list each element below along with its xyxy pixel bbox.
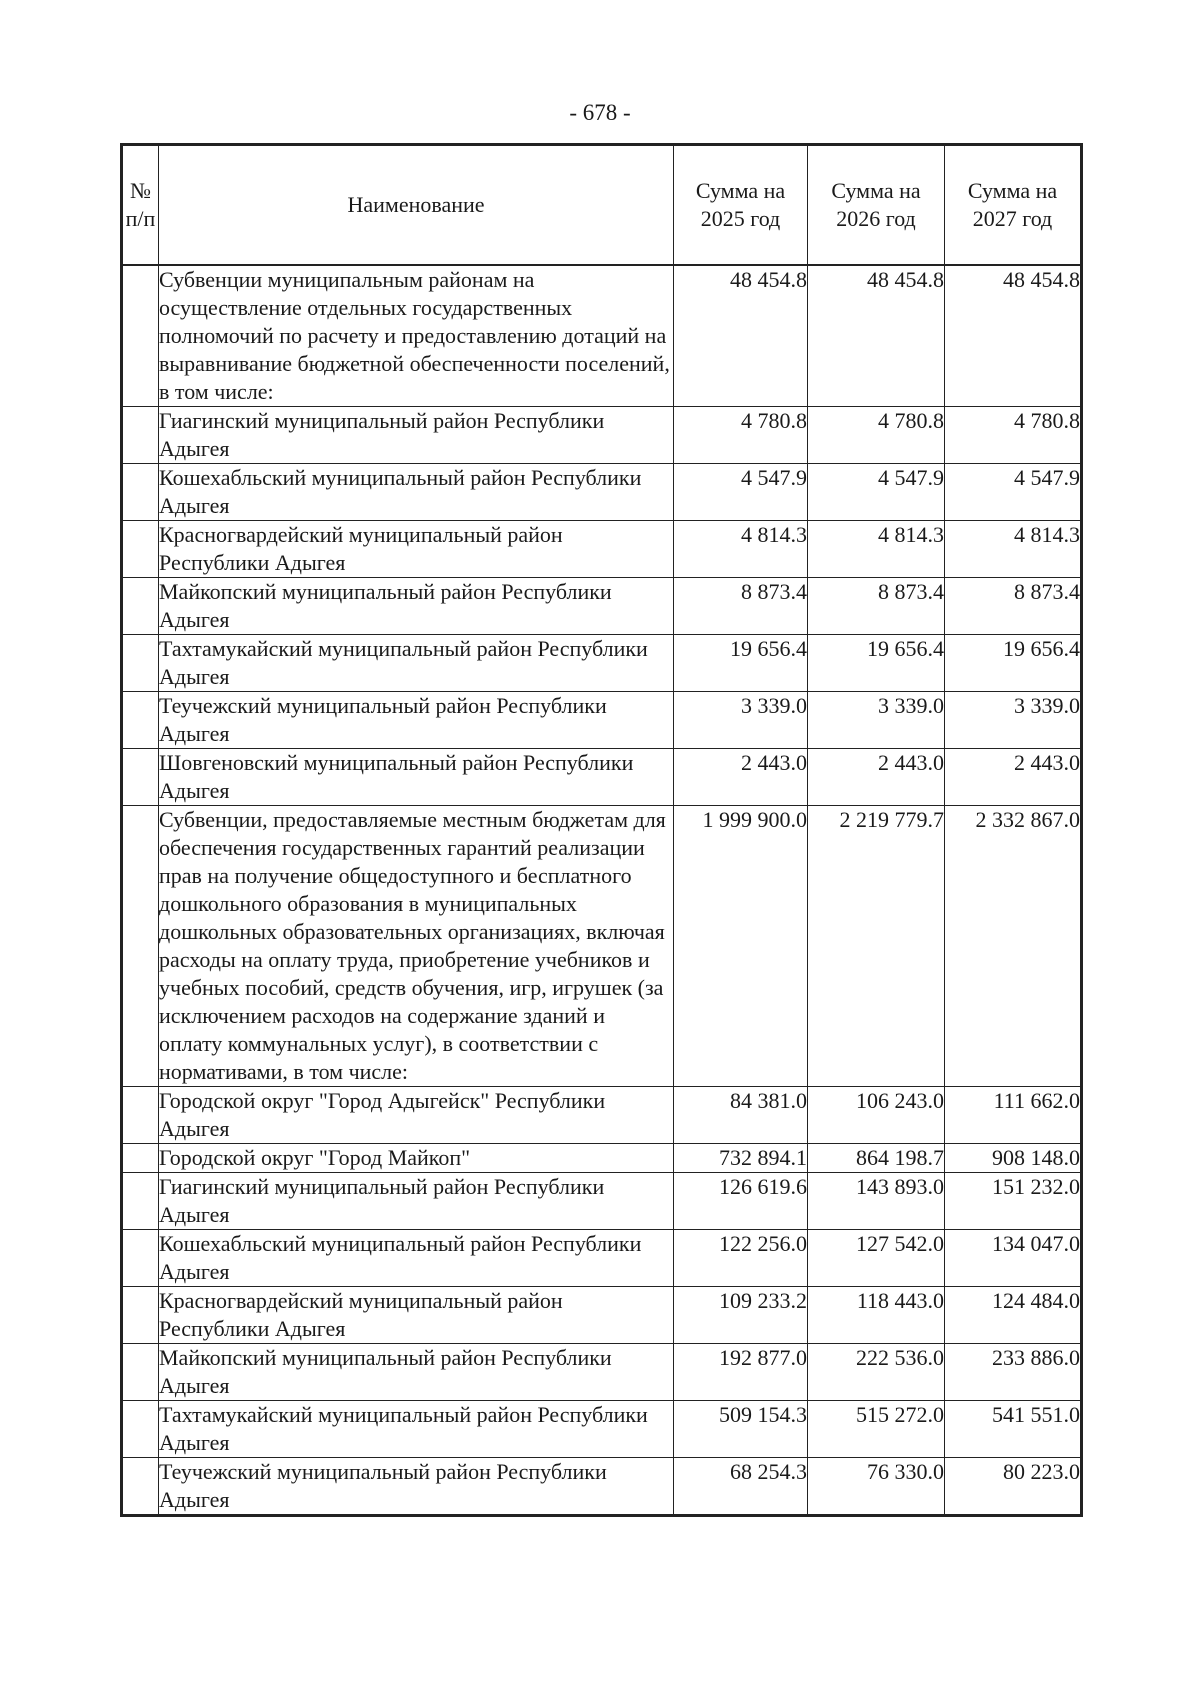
row-name-cell: Субвенции, предоставляемые местным бюджетам для обеспечения государственных гарантий реализации прав на получение общедоступного и бесплатного дошкольного образования в муниципальных дошкольных образовательных организациях, включая расходы на оплату труда, приобретение учебников и учебных пособий, средств обучения, игр, игрушек (за исключением расходов на содержание зданий и оплату коммунальных услуг), в соответствии с нормативами, в том числе: <box>159 806 674 1087</box>
header-2027-line2: 2027 год <box>972 206 1053 231</box>
table-row <box>122 1344 1082 1401</box>
amount-2027-cell: 19 656.4 <box>945 635 1082 692</box>
row-number-cell <box>122 521 159 578</box>
header-row <box>122 145 1082 266</box>
amount-2026-cell: 19 656.4 <box>808 635 945 692</box>
column-header-name: Наименование <box>159 145 674 266</box>
amount-2026-cell: 3 339.0 <box>808 692 945 749</box>
amount-2027-cell: 80 223.0 <box>945 1458 1082 1516</box>
amount-2025-cell: 126 619.6 <box>674 1173 808 1230</box>
row-number-cell <box>122 1344 159 1401</box>
row-name-cell: Майкопский муниципальный район Республики Адыгея <box>159 578 674 635</box>
amount-2027-cell: 111 662.0 <box>945 1087 1082 1144</box>
amount-2025-cell: 109 233.2 <box>674 1287 808 1344</box>
row-number-cell <box>122 265 159 407</box>
row-number-cell <box>122 1173 159 1230</box>
amount-2025-cell: 4 547.9 <box>674 464 808 521</box>
row-name-cell: Гиагинский муниципальный район Республики Адыгея <box>159 407 674 464</box>
amount-2025-cell: 48 454.8 <box>674 265 808 407</box>
row-number-cell <box>122 692 159 749</box>
amount-2025-cell: 19 656.4 <box>674 635 808 692</box>
budget-table <box>120 143 1083 1517</box>
table-row <box>122 635 1082 692</box>
amount-2026-cell: 76 330.0 <box>808 1458 945 1516</box>
amount-2027-cell: 4 547.9 <box>945 464 1082 521</box>
amount-2026-cell: 127 542.0 <box>808 1230 945 1287</box>
table-row <box>122 1401 1082 1458</box>
amount-2027-cell: 8 873.4 <box>945 578 1082 635</box>
column-header-2026 <box>808 145 945 266</box>
amount-2026-cell: 2 443.0 <box>808 749 945 806</box>
row-name-cell: Красногвардейский муниципальный район Республики Адыгея <box>159 521 674 578</box>
table-row <box>122 806 1082 1087</box>
row-name-cell: Шовгеновский муниципальный район Республики Адыгея <box>159 749 674 806</box>
table-header <box>122 145 1082 266</box>
row-number-cell <box>122 407 159 464</box>
row-name-cell: Городской округ "Город Майкоп" <box>159 1144 674 1173</box>
column-header-2027 <box>945 145 1082 266</box>
header-number-line1: № <box>130 178 151 203</box>
column-header-number <box>122 145 159 266</box>
table-row <box>122 1287 1082 1344</box>
row-name-cell: Кошехабльский муниципальный район Республики Адыгея <box>159 1230 674 1287</box>
row-number-cell <box>122 1144 159 1173</box>
row-name-cell: Субвенции муниципальным районам на осуществление отдельных государственных полномочий по расчету и предоставлению дотаций на выравнивание бюджетной обеспеченности поселений, в том числе: <box>159 265 674 407</box>
header-number-line2: п/п <box>125 206 156 231</box>
amount-2026-cell: 106 243.0 <box>808 1087 945 1144</box>
amount-2026-cell: 4 547.9 <box>808 464 945 521</box>
amount-2026-cell: 864 198.7 <box>808 1144 945 1173</box>
table-row <box>122 521 1082 578</box>
amount-2025-cell: 68 254.3 <box>674 1458 808 1516</box>
header-2025-line1: Сумма на <box>695 178 786 203</box>
header-2026-line2: 2026 год <box>836 206 916 231</box>
row-number-cell <box>122 1087 159 1144</box>
table-row <box>122 578 1082 635</box>
page-number: - 678 - <box>569 100 631 125</box>
row-number-cell <box>122 635 159 692</box>
table-row <box>122 265 1082 407</box>
column-header-2025 <box>674 145 808 266</box>
amount-2025-cell: 4 780.8 <box>674 407 808 464</box>
table-body <box>122 265 1082 1516</box>
table-row <box>122 464 1082 521</box>
row-number-cell <box>122 1401 159 1458</box>
row-name-cell: Гиагинский муниципальный район Республики Адыгея <box>159 1173 674 1230</box>
amount-2027-cell: 541 551.0 <box>945 1401 1082 1458</box>
table-row <box>122 407 1082 464</box>
amount-2026-cell: 8 873.4 <box>808 578 945 635</box>
row-name-cell: Тахтамукайский муниципальный район Республики Адыгея <box>159 635 674 692</box>
row-name-cell: Городской округ "Город Адыгейск" Республики Адыгея <box>159 1087 674 1144</box>
amount-2025-cell: 84 381.0 <box>674 1087 808 1144</box>
table-row <box>122 1144 1082 1173</box>
amount-2026-cell: 515 272.0 <box>808 1401 945 1458</box>
row-number-cell <box>122 1287 159 1344</box>
amount-2025-cell: 3 339.0 <box>674 692 808 749</box>
amount-2026-cell: 4 814.3 <box>808 521 945 578</box>
row-number-cell <box>122 806 159 1087</box>
amount-2027-cell: 4 780.8 <box>945 407 1082 464</box>
header-2025-line2: 2025 год <box>700 206 781 231</box>
amount-2026-cell: 118 443.0 <box>808 1287 945 1344</box>
header-2026-line1: Сумма на <box>831 178 921 203</box>
amount-2027-cell: 908 148.0 <box>945 1144 1082 1173</box>
amount-2025-cell: 122 256.0 <box>674 1230 808 1287</box>
row-name-cell: Тахтамукайский муниципальный район Республики Адыгея <box>159 1401 674 1458</box>
row-number-cell <box>122 1458 159 1516</box>
amount-2026-cell: 2 219 779.7 <box>808 806 945 1087</box>
row-name-cell: Теучежский муниципальный район Республики Адыгея <box>159 692 674 749</box>
amount-2025-cell: 732 894.1 <box>674 1144 808 1173</box>
amount-2027-cell: 4 814.3 <box>945 521 1082 578</box>
row-number-cell <box>122 464 159 521</box>
table-row <box>122 692 1082 749</box>
amount-2025-cell: 4 814.3 <box>674 521 808 578</box>
amount-2026-cell: 4 780.8 <box>808 407 945 464</box>
row-name-cell: Майкопский муниципальный район Республики Адыгея <box>159 1344 674 1401</box>
amount-2025-cell: 509 154.3 <box>674 1401 808 1458</box>
table-row <box>122 1173 1082 1230</box>
amount-2025-cell: 8 873.4 <box>674 578 808 635</box>
amount-2026-cell: 48 454.8 <box>808 265 945 407</box>
row-name-cell: Теучежский муниципальный район Республики Адыгея <box>159 1458 674 1516</box>
row-name-cell: Кошехабльский муниципальный район Республики Адыгея <box>159 464 674 521</box>
amount-2026-cell: 222 536.0 <box>808 1344 945 1401</box>
amount-2027-cell: 2 332 867.0 <box>945 806 1082 1087</box>
table-row <box>122 1230 1082 1287</box>
table-row <box>122 1458 1082 1516</box>
amount-2027-cell: 3 339.0 <box>945 692 1082 749</box>
amount-2027-cell: 233 886.0 <box>945 1344 1082 1401</box>
amount-2025-cell: 1 999 900.0 <box>674 806 808 1087</box>
row-number-cell <box>122 1230 159 1287</box>
row-number-cell <box>122 749 159 806</box>
amount-2025-cell: 192 877.0 <box>674 1344 808 1401</box>
header-2027-line1: Сумма на <box>967 178 1058 203</box>
table-row <box>122 749 1082 806</box>
amount-2027-cell: 134 047.0 <box>945 1230 1082 1287</box>
amount-2027-cell: 151 232.0 <box>945 1173 1082 1230</box>
table-row <box>122 1087 1082 1144</box>
amount-2025-cell: 2 443.0 <box>674 749 808 806</box>
amount-2027-cell: 48 454.8 <box>945 265 1082 407</box>
row-number-cell <box>122 578 159 635</box>
amount-2027-cell: 2 443.0 <box>945 749 1082 806</box>
row-name-cell: Красногвардейский муниципальный район Республики Адыгея <box>159 1287 674 1344</box>
amount-2027-cell: 124 484.0 <box>945 1287 1082 1344</box>
amount-2026-cell: 143 893.0 <box>808 1173 945 1230</box>
